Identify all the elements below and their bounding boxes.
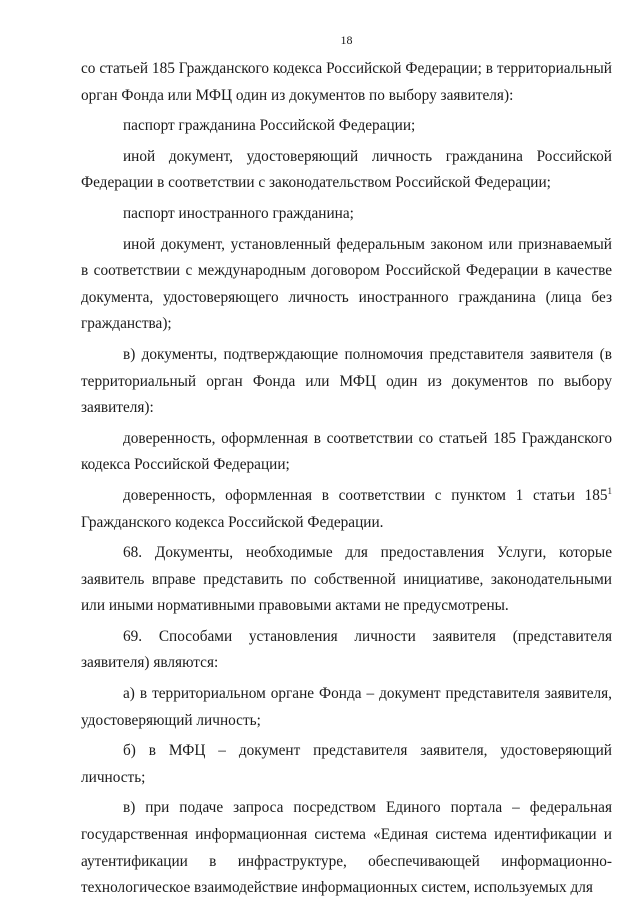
paragraph: иной документ, установленный федеральным законом или признаваемый в соответствии с международным договором Российской Федерации в качестве документа, удостоверяющего личность иностранного гражданина (лица без гражданства);: [81, 235, 612, 333]
paragraph: а) в территориальном органе Фонда – документ представителя заявителя, удостоверяющий личность;: [81, 685, 612, 729]
page-number: 18: [340, 33, 353, 47]
superscript-marker: 1: [607, 485, 612, 496]
paragraph: доверенность, оформленная в соответствии со статьей 185 Гражданского кодекса Российской Федерации;: [81, 429, 612, 474]
paragraph-text: доверенность, оформленная в соответствии с пунктом 1 статьи 185: [123, 486, 608, 504]
paragraph: 69. Способами установления личности заявителя (представителя заявителя) являются:: [81, 627, 612, 672]
paragraph: в) документы, подтверждающие полномочия представителя заявителя (в территориальный орган Фонда или МФЦ один из документов по выбору заявителя):: [81, 345, 612, 417]
paragraph: в) при подаче запроса посредством Единого портала – федеральная государственная информационная система «Единая система идентификации и аутентификации в инфраструктуре, обеспечивающей информационно-технологическое взаимодействие информационных систем, используемых для: [81, 799, 612, 897]
paragraph: паспорт иностранного гражданина;: [123, 204, 354, 222]
paragraph: со статьей 185 Гражданского кодекса Российской Федерации; в территориальный орган Фонда или МФЦ один из документов по выбору заявителя):: [81, 60, 612, 104]
paragraph-text: Гражданского кодекса Российской Федерации.: [81, 513, 384, 531]
paragraph: иной документ, удостоверяющий личность гражданина Российской Федерации в соответствии с законодательством Российской Федерации;: [81, 147, 612, 192]
paragraph: [81, 483, 612, 536]
paragraph: б) в МФЦ – документ представителя заявителя, удостоверяющий личность;: [81, 742, 612, 786]
paragraph: 68. Документы, необходимые для предоставления Услуги, которые заявитель вправе представить по собственной инициативе, законодательными или иными нормативными правовыми актами не предусмотрены.: [81, 544, 612, 615]
paragraph: паспорт гражданина Российской Федерации;: [123, 117, 416, 135]
